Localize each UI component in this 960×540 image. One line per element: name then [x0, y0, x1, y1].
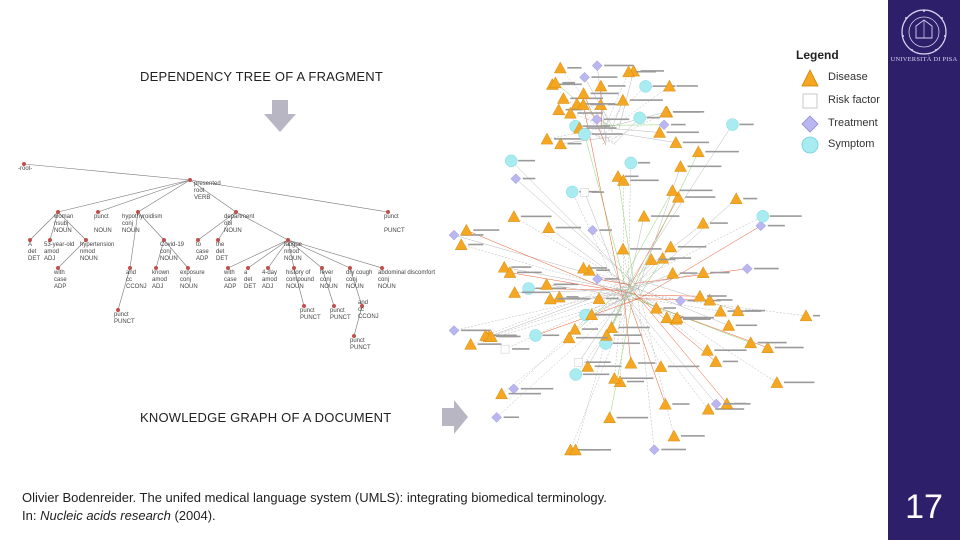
graph-edge: [638, 294, 655, 450]
tree-node-pos: NOUN: [122, 228, 140, 234]
tree-node-dep: conj: [160, 249, 172, 255]
disease-node: [578, 88, 590, 99]
disease-node: [697, 217, 709, 228]
disease-node: [557, 93, 569, 104]
node-label-placeholder: [679, 190, 712, 192]
node-label-placeholder: [590, 267, 607, 269]
page-number: 17: [905, 488, 943, 526]
tree-node-word: exposure: [180, 270, 205, 276]
dependency-tree-heading: DEPENDENCY TREE OF A FRAGMENT: [140, 69, 383, 84]
disease-node: [665, 241, 677, 252]
risk-factor-node: [501, 345, 509, 353]
disease-node: [625, 357, 637, 368]
tree-root-label: -root-: [18, 166, 33, 172]
node-label-placeholder: [710, 222, 728, 224]
node-label-placeholder: [521, 388, 554, 390]
disease-node: [710, 356, 722, 367]
tree-node-pos: NOUN: [224, 228, 242, 234]
tree-node-word: a: [244, 270, 248, 276]
knowledge-graph: [440, 40, 820, 460]
diamond-icon: [800, 114, 820, 134]
disease-node: [508, 211, 520, 222]
tree-node-word: A: [28, 242, 33, 248]
node-label-placeholder: [542, 334, 559, 336]
tree-node-pos: NOUN: [54, 228, 72, 234]
node-label-placeholder: [554, 284, 579, 286]
symptom-node: [726, 119, 738, 131]
legend-label: Treatment: [828, 117, 878, 129]
disease-node: [460, 224, 472, 235]
citation: [22, 489, 822, 525]
tree-node-pos: CCONJ: [126, 284, 147, 290]
tree-node-word: department: [224, 214, 255, 220]
node-label-placeholder: [647, 117, 660, 119]
tree-node-word: dry cough: [346, 270, 373, 276]
node-label-placeholder: [608, 85, 626, 87]
node-label-placeholder: [672, 403, 689, 405]
node-label-placeholder: [768, 225, 785, 227]
node-label-placeholder: [743, 198, 757, 200]
legend-title: Legend: [796, 48, 839, 62]
tree-node-dep: nmod: [284, 249, 300, 255]
disease-node: [660, 106, 672, 117]
risk-factor-node: [575, 358, 583, 366]
node-label-placeholder: [511, 266, 531, 268]
tree-node-word: abdominal discomfort: [378, 270, 436, 276]
legend-label: Disease: [828, 71, 868, 83]
node-label-placeholder: [651, 215, 679, 217]
tree-node-pos: ADJ: [152, 284, 164, 290]
circle-icon: [800, 135, 820, 155]
disease-node: [617, 243, 629, 254]
disease-node: [732, 305, 744, 316]
tree-node-word: history of: [286, 270, 311, 276]
tree-node-word: fatigue: [284, 242, 303, 248]
tree-node-pos: NOUN: [286, 284, 304, 290]
tree-node-pos: NOUN: [180, 284, 198, 290]
disease-node: [692, 146, 704, 157]
disease-node: [553, 291, 565, 302]
node-label-placeholder: [710, 272, 729, 274]
tree-node-dep: amod: [152, 277, 168, 283]
node-label-placeholder: [554, 138, 584, 140]
tree-node-dep: root: [194, 188, 205, 194]
tree-node-pos: NOUN: [320, 284, 338, 290]
symptom-node: [529, 329, 541, 341]
tree-node-pos: PUNCT: [330, 315, 351, 321]
symptom-node: [634, 112, 646, 124]
node-label-placeholder: [604, 118, 629, 120]
symptom-node: [566, 186, 578, 198]
node-label-placeholder: [678, 246, 707, 248]
disease-node: [595, 80, 607, 91]
tree-node-dep: conj: [122, 221, 134, 227]
graph-edge: [625, 290, 665, 405]
tree-node-pos: DET: [28, 256, 40, 262]
node-label-placeholder: [556, 227, 581, 229]
node-label-placeholder: [676, 85, 697, 87]
node-label-placeholder: [592, 191, 604, 193]
knowledge-graph-heading: KNOWLEDGE GRAPH OF A DOCUMENT: [140, 410, 392, 425]
university-name: UNIVERSITÀ DI PISA: [890, 56, 958, 63]
tree-node-word: and: [358, 300, 369, 306]
tree-node-dep: nmod: [80, 249, 96, 255]
tree-node-pos: VERB: [194, 195, 211, 201]
tree-node-word: punct: [330, 308, 345, 314]
disease-node: [541, 279, 553, 290]
disease-node: [544, 293, 556, 304]
node-label-placeholder: [667, 131, 699, 133]
tree-node-pos: PUNCT: [384, 228, 405, 234]
tree-node-dep: det: [28, 249, 37, 255]
node-label-placeholder: [638, 162, 650, 164]
tree-node-word: to: [196, 242, 202, 248]
node-label-placeholder: [683, 318, 711, 320]
node-label-placeholder: [717, 299, 733, 301]
risk-factor-node: [581, 188, 589, 196]
tree-node-word: punct: [384, 214, 399, 220]
tree-node-word: hypothyroidism: [122, 214, 163, 220]
node-label-placeholder: [468, 244, 483, 246]
graph-edge: [617, 133, 676, 142]
citation-prefix: In:: [22, 508, 41, 523]
node-label-placeholder: [521, 216, 552, 218]
tree-node-pos: DET: [216, 256, 228, 262]
graph-edge: [628, 223, 704, 283]
treatment-node: [676, 296, 686, 306]
treatment-node: [449, 326, 459, 336]
node-label-placeholder: [590, 104, 603, 106]
disease-node: [509, 287, 521, 298]
symptom-node: [625, 157, 637, 169]
node-label-placeholder: [630, 248, 662, 250]
node-label-placeholder: [775, 347, 804, 349]
tree-node-word: known: [152, 270, 170, 276]
treatment-node: [449, 230, 459, 240]
node-label-placeholder: [681, 435, 705, 437]
node-label-placeholder: [522, 292, 550, 294]
disease-node: [723, 319, 735, 330]
tree-node-pos: ADP: [54, 284, 67, 290]
node-label-placeholder: [723, 403, 750, 405]
disease-node: [604, 412, 616, 423]
node-label-placeholder: [663, 307, 676, 309]
node-label-placeholder: [723, 361, 738, 363]
node-label-placeholder: [592, 76, 618, 78]
tree-node-word: punct: [300, 308, 315, 314]
node-label-placeholder: [621, 377, 653, 379]
disease-node: [657, 252, 669, 263]
disease-node: [543, 222, 555, 233]
node-label-placeholder: [577, 112, 602, 114]
node-label-placeholder: [557, 298, 590, 300]
disease-node: [465, 338, 477, 349]
legend-item-risk-factor: [796, 91, 896, 111]
citation-suffix: (2004).: [170, 508, 216, 523]
disease-node: [694, 290, 706, 301]
node-label-placeholder: [583, 374, 609, 376]
tree-node-dep: conj: [346, 277, 358, 283]
node-label-placeholder: [613, 342, 640, 344]
tree-node-pos: NOUN: [80, 256, 98, 262]
node-label-placeholder: [784, 382, 815, 384]
node-label-placeholder: [614, 334, 642, 336]
disease-node: [608, 372, 620, 383]
tree-node-word: fever: [320, 270, 334, 276]
tree-node-dep: det: [216, 249, 225, 255]
node-label-placeholder: [618, 327, 649, 329]
node-label-placeholder: [591, 93, 619, 95]
tree-node-word: Covid-19: [160, 242, 185, 248]
tree-node-word: hypertension: [80, 242, 115, 248]
disease-node: [541, 133, 553, 144]
node-label-placeholder: [658, 259, 675, 261]
graph-edge: [629, 125, 733, 284]
triangle-icon: [800, 68, 820, 88]
disease-node: [771, 377, 783, 388]
tree-node-dep: conj: [320, 277, 332, 283]
node-label-placeholder: [478, 343, 502, 345]
node-label-placeholder: [683, 142, 709, 144]
node-label-placeholder: [638, 362, 656, 364]
node-label-placeholder: [714, 349, 746, 351]
tree-node-dep: case: [224, 277, 237, 283]
tree-node-pos: PUNCT: [350, 345, 371, 351]
citation-line-1: Olivier Bodenreider. The unifed medical language system (UMLS): integrating biomedical terminology.: [22, 490, 607, 505]
tree-node-dep: conj: [180, 277, 192, 283]
node-label-placeholder: [586, 127, 616, 129]
treatment-node: [592, 61, 602, 71]
tree-node-word: with: [224, 270, 235, 276]
university-seal-logo: [892, 6, 956, 78]
tree-node-pos: NOUN: [284, 256, 302, 262]
citation-journal: Nucleic acids research: [40, 508, 171, 523]
node-label-placeholder: [576, 337, 608, 339]
graph-edge: [454, 290, 628, 331]
tree-node-word: and: [126, 270, 137, 276]
citation-line-2: [22, 507, 822, 525]
node-label-placeholder: [758, 342, 787, 344]
node-label-placeholder: [600, 229, 612, 231]
disease-node: [675, 161, 687, 172]
node-label-placeholder: [705, 151, 739, 153]
node-label-placeholder: [596, 269, 610, 271]
node-label-placeholder: [473, 229, 499, 231]
tree-node-word: punct: [350, 338, 365, 344]
node-label-placeholder: [680, 272, 698, 274]
disease-node: [668, 430, 680, 441]
node-label-placeholder: [754, 268, 779, 270]
tree-node-pos: CCONJ: [358, 314, 379, 320]
node-label-placeholder: [512, 348, 529, 350]
node-label-placeholder: [688, 166, 722, 168]
node-label-placeholder: [813, 315, 820, 317]
node-label-placeholder: [583, 125, 610, 127]
treatment-node: [742, 264, 752, 274]
disease-node: [650, 302, 662, 313]
node-label-placeholder: [673, 111, 704, 113]
node-label-placeholder: [745, 310, 765, 312]
node-label-placeholder: [562, 82, 575, 84]
node-label-placeholder: [627, 381, 644, 383]
tree-node-pos: NOUN: [346, 284, 364, 290]
tree-node-word: punct: [114, 312, 129, 318]
node-label-placeholder: [736, 324, 757, 326]
tree-node-dep: obl: [224, 221, 233, 227]
square-icon: [800, 91, 820, 111]
treatment-node: [580, 72, 590, 82]
node-label-placeholder: [498, 336, 520, 338]
node-label-placeholder: [671, 124, 686, 126]
tree-node-pos: ADJ: [262, 284, 274, 290]
node-label-placeholder: [684, 317, 714, 319]
tree-node-dep: cc: [126, 277, 132, 283]
node-label-placeholder: [517, 272, 542, 274]
tree-node-pos: ADP: [196, 256, 209, 262]
tree-node-dep: compound: [286, 277, 315, 283]
node-label-placeholder: [518, 160, 535, 162]
tree-node-word: the: [216, 242, 225, 248]
symptom-node: [640, 80, 652, 92]
tree-node-word: presented: [194, 181, 221, 187]
node-label-placeholder: [630, 180, 658, 182]
node-label-placeholder: [661, 449, 686, 451]
node-label-placeholder: [523, 178, 535, 180]
tree-node-pos: PUNCT: [300, 315, 321, 321]
graph-edge: [624, 273, 704, 288]
tree-node-dep: cc: [358, 307, 364, 313]
tree-node-dep: det: [244, 277, 253, 283]
node-label-placeholder: [630, 99, 663, 101]
disease-node: [666, 185, 678, 196]
tree-node-dep: amod: [44, 249, 60, 255]
disease-node: [554, 62, 566, 73]
disease-node: [697, 267, 709, 278]
node-label-placeholder: [636, 71, 656, 73]
node-label-placeholder: [504, 416, 519, 418]
tree-node-pos: DET: [244, 284, 256, 290]
node-label-placeholder: [606, 298, 619, 300]
treatment-node: [588, 225, 598, 235]
node-label-placeholder: [586, 361, 611, 363]
tree-node-word: 4-day: [262, 270, 278, 276]
disease-node: [638, 210, 650, 221]
symptom-node: [570, 369, 582, 381]
tree-node-pos: PUNCT: [114, 319, 135, 325]
disease-node: [496, 388, 508, 399]
disease-node: [667, 267, 679, 278]
symptom-node: [757, 210, 769, 222]
node-label-placeholder: [685, 196, 715, 198]
legend-item-disease: [796, 68, 896, 88]
disease-node: [659, 398, 671, 409]
tree-node-pos: ADP: [224, 284, 237, 290]
node-label-placeholder: [770, 215, 802, 217]
node-label-placeholder: [592, 133, 623, 135]
node-label-placeholder: [617, 417, 648, 419]
tree-node-pos: NOUN: [378, 284, 396, 290]
treatment-node: [511, 174, 521, 184]
node-label-placeholder: [509, 393, 541, 395]
tree-node-dep: conj: [378, 277, 390, 283]
university-sidebar: [888, 0, 960, 540]
node-label-placeholder: [707, 295, 727, 297]
tree-node-dep: amod: [262, 277, 278, 283]
node-label-placeholder: [739, 124, 753, 126]
disease-node: [553, 104, 565, 115]
node-label-placeholder: [595, 365, 622, 367]
legend-item-treatment: [796, 114, 896, 134]
disease-node: [745, 337, 757, 348]
tree-node-word: woman: [54, 214, 74, 220]
treatment-node: [649, 445, 659, 455]
symptom-node: [579, 128, 591, 140]
legend-label: Symptom: [828, 138, 875, 150]
graph-edge: [620, 289, 716, 404]
legend: [790, 46, 890, 161]
legend-item-symptom: [796, 135, 896, 155]
tree-node-dep: case: [54, 277, 67, 283]
node-label-placeholder: [668, 366, 699, 368]
node-label-placeholder: [604, 65, 633, 67]
tree-node-pos: NOUN: [160, 256, 178, 262]
disease-node: [701, 344, 713, 355]
node-label-placeholder: [559, 84, 581, 86]
disease-node: [730, 193, 742, 204]
node-label-placeholder: [582, 449, 611, 451]
down-arrow-icon: [262, 98, 298, 134]
symptom-node: [505, 155, 517, 167]
dependency-tree: [18, 150, 458, 360]
tree-node-word: 53-year-old: [44, 242, 75, 248]
node-label-placeholder: [599, 314, 622, 316]
tree-node-dep: nsubj: [54, 221, 69, 227]
node-label-placeholder: [605, 278, 619, 280]
tree-node-pos: ADJ: [44, 256, 56, 262]
tree-node-dep: case: [196, 249, 209, 255]
disease-node: [455, 239, 467, 250]
treatment-node: [711, 399, 721, 409]
graph-edge: [598, 279, 631, 285]
treatment-node: [756, 221, 766, 231]
disease-node: [655, 361, 667, 372]
graph-edge: [618, 176, 633, 280]
tree-node-pos: NOUN: [94, 228, 112, 234]
node-label-placeholder: [567, 67, 581, 69]
tree-node-word: with: [54, 270, 65, 276]
node-label-placeholder: [582, 328, 598, 330]
node-label-placeholder: [625, 175, 639, 177]
node-label-placeholder: [566, 296, 578, 298]
legend-label: Risk factor: [828, 94, 880, 106]
tree-node-word: punct: [94, 214, 109, 220]
node-label-placeholder: [568, 143, 582, 145]
